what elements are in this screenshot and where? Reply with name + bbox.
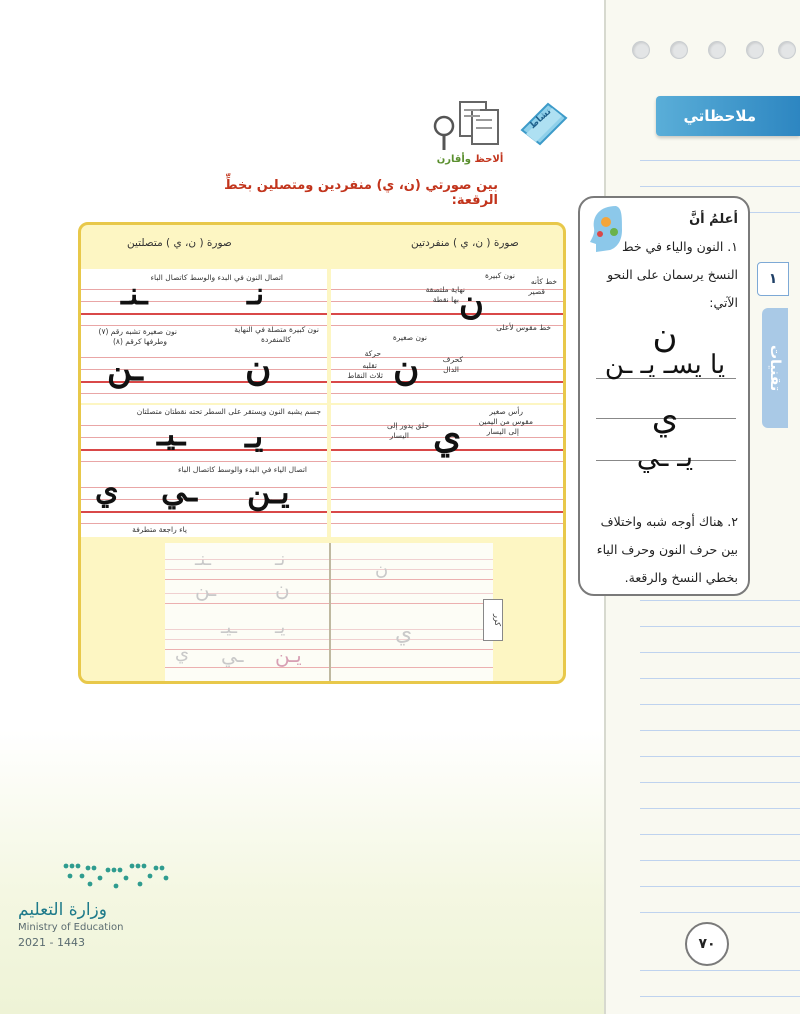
note: نون كبيرة	[484, 271, 515, 280]
note: خط كأنه	[530, 277, 557, 286]
note: نون صغيرة تشبه رقم (٧)	[98, 327, 177, 336]
note: الدال	[443, 365, 459, 374]
info-point-2: ٢. هناك أوجه شبه واختلاف بين حرف النون وحرف الياء بخطي النسخ والرقعة.	[596, 514, 738, 585]
panel-yaa-connected	[81, 405, 327, 537]
note: إلى اليسار	[486, 427, 519, 436]
info-box	[578, 196, 750, 596]
activity-tag-label: نشاط	[527, 106, 554, 132]
column-header-connected: صورة ( ن، ي ) متصلتين	[127, 237, 232, 249]
naskh-noon: ن	[652, 316, 678, 356]
note: ياء راجعة متطرفة	[132, 525, 187, 534]
ministry-name-arabic: وزارة التعليم	[18, 900, 107, 920]
faint-glyph: ن	[375, 559, 389, 580]
glyph-yaa-medial: ـيـ	[157, 415, 186, 453]
naskh-yaa: ي	[651, 398, 679, 438]
note: كحرف	[442, 355, 463, 364]
note: تقلبه	[362, 361, 377, 370]
note: نون كبيرة متصلة في النهاية	[234, 325, 319, 334]
brain-gears-icon	[586, 202, 626, 254]
page-number: ٧٠	[685, 922, 729, 966]
note: حلق يدور إلى	[386, 421, 429, 430]
note: نون صغيرة	[392, 333, 427, 342]
glyph-yaa-final: ـي	[161, 471, 198, 509]
glyph-yaa-noon: يـن	[247, 473, 290, 511]
faint-glyph: يـ	[275, 617, 286, 638]
edition-year: 2021 - 1443	[18, 936, 85, 949]
naskh-yaa-forms: يـ ـي	[636, 440, 694, 473]
unit-number-tab[interactable]: ١	[757, 262, 789, 296]
note: قصير	[528, 287, 545, 296]
ministry-logo-dots	[60, 860, 172, 890]
glyph-noon-medial: ـنـ	[121, 277, 148, 312]
faint-glyph: ـنـ	[195, 549, 211, 570]
ministry-name-english: Ministry of Education	[18, 922, 124, 933]
faint-glyph: نـ	[275, 549, 286, 570]
activity-question: بين صورتي (ن، ي) منفردين ومتصلين بخطِّ الرقعة:	[224, 178, 498, 208]
note: نهاية ملتصقة	[425, 285, 465, 294]
glyph-yaa-initial: يـ	[245, 417, 264, 455]
note: رأس صغير	[489, 407, 523, 416]
glyph-noon-final-large: ن	[245, 347, 272, 389]
faint-glyph: ـن	[195, 577, 217, 601]
glyph-noon-isolated-small: ن	[393, 347, 420, 389]
note: مقوس من اليمين	[478, 417, 533, 426]
column-header-isolated: صورة ( ن، ي ) منفردتين	[411, 237, 519, 249]
binder-hole	[632, 41, 650, 59]
practice-board	[78, 222, 566, 684]
practice-area[interactable]	[165, 543, 493, 681]
glyph-noon-final-small: ـن	[107, 349, 143, 389]
binder-hole	[746, 41, 764, 59]
binder-hole	[778, 41, 796, 59]
faint-glyph: ي	[395, 621, 413, 646]
activity-tag-icon	[518, 100, 570, 146]
activity-caption: ألاحظ وأقارن	[436, 154, 504, 165]
binder-hole	[670, 41, 688, 59]
note: بها نقطة	[432, 295, 459, 304]
note: كالمنفردة	[261, 335, 291, 344]
glyph-yaa-returning: ي	[95, 473, 119, 508]
panel-noon-connected	[81, 269, 327, 403]
magnifier-documents-icon	[430, 100, 500, 158]
faint-glyph: ـيـ	[221, 617, 237, 638]
note: ثلاث النقاط	[347, 371, 383, 380]
binder-hole	[708, 41, 726, 59]
note: جسم يشبه النون ويستقر على السطر تحته نقطتان متصلتان	[136, 407, 321, 416]
info-point-1: ١. النون والياء في خط النسخ يرسمان على النحو الآتي:	[607, 239, 738, 310]
note: خط مقوس لأعلى	[496, 323, 551, 332]
repeat-label: كرر	[483, 599, 503, 641]
panel-yaa-isolated	[331, 405, 563, 537]
glyph-yaa-isolated: ي	[433, 415, 462, 457]
note: وطرفها كرقم (٨)	[112, 337, 167, 346]
faint-glyph: ي	[175, 643, 190, 664]
notes-banner: ملاحظاتي	[656, 96, 800, 136]
panel-noon-isolated	[331, 269, 563, 403]
note: حركة	[364, 349, 381, 358]
note: اتصال الياء في البدء والوسط كاتصال الباء	[178, 465, 307, 474]
faint-glyph: ـي	[221, 643, 244, 667]
naskh-noon-forms: يا يسـ يـ ـن	[604, 350, 726, 380]
glyph-noon-initial: نـ	[247, 277, 265, 312]
glyph-noon-isolated-large: ن	[459, 283, 484, 323]
section-side-tab[interactable]: تقنيات	[762, 308, 788, 428]
info-title: أعلمُ أنَّ	[689, 212, 738, 227]
faint-glyph: يـن	[275, 643, 302, 667]
note: اتصال النون في البدء والوسط كاتصال الباء	[150, 273, 283, 282]
note: اليسار	[389, 431, 409, 440]
faint-glyph: ن	[275, 577, 290, 601]
